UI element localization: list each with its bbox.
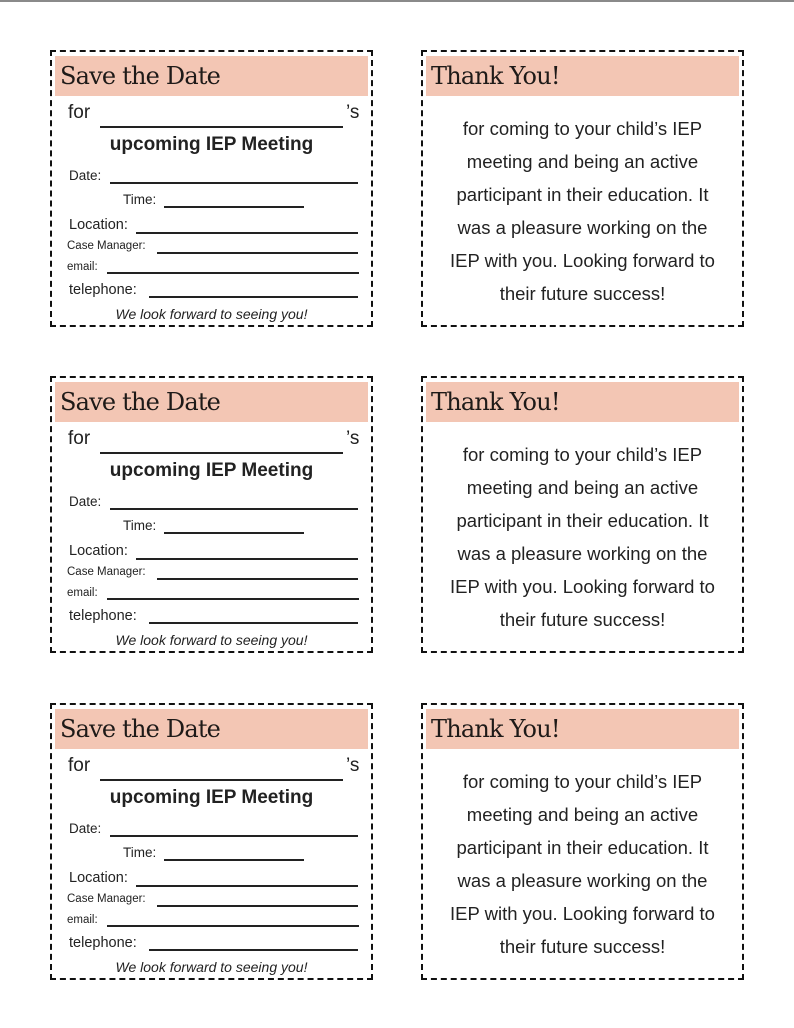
email-label: email: [67,261,98,273]
email-blank [107,598,359,600]
telephone-blank [149,296,358,298]
date-label: Date: [69,494,102,509]
thank-you-line: for coming to your child’s IEP [462,771,703,792]
case-manager-label: Case Manager: [67,566,146,578]
thank-you-line: for coming to your child’s IEP [462,118,703,139]
thank-you-line: was a pleasure working on the [457,217,708,238]
thank-you-line: meeting and being an active [466,477,699,498]
location-label: Location: [69,543,128,559]
possessive-suffix: ’s [346,102,360,123]
closing-message: We look forward to seeing you! [115,959,308,975]
time-label: Time: [123,192,157,207]
possessive-suffix: ’s [346,428,360,449]
location-blank [136,558,358,560]
card-header-band [55,382,368,422]
thank-you-line: meeting and being an active [466,151,699,172]
for-label: for [68,755,91,776]
card-header-band [55,709,368,749]
card-header-band [426,382,739,422]
card-title: Thank You! [431,388,560,416]
card-title: Thank You! [431,715,560,743]
page-top-border [0,0,794,2]
meeting-heading: upcoming IEP Meeting [109,787,314,808]
meeting-heading: upcoming IEP Meeting [109,134,314,155]
for-label: for [68,102,91,123]
date-label: Date: [69,168,102,183]
card-header-band [426,709,739,749]
telephone-label: telephone: [69,608,137,624]
thank-you-card [421,703,744,980]
thank-you-line: IEP with you. Looking forward to [450,250,715,271]
case-manager-blank [157,905,358,907]
thank-you-line: their future success! [499,283,666,304]
email-blank [107,272,359,274]
card-header-band [426,56,739,96]
date-blank [110,835,358,837]
date-blank [110,182,358,184]
for-label: for [68,428,91,449]
thank-you-line: meeting and being an active [466,804,699,825]
email-label: email: [67,587,98,599]
time-blank [164,532,304,534]
student-name-blank [100,126,343,128]
case-manager-label: Case Manager: [67,240,146,252]
thank-you-line: IEP with you. Looking forward to [450,903,715,924]
telephone-label: telephone: [69,935,137,951]
date-blank [110,508,358,510]
thank-you-line: IEP with you. Looking forward to [450,576,715,597]
save-the-date-card [50,703,373,980]
location-blank [136,232,358,234]
closing-message: We look forward to seeing you! [115,306,308,322]
location-label: Location: [69,217,128,233]
case-manager-blank [157,578,358,580]
location-label: Location: [69,870,128,886]
card-title: Thank You! [431,62,560,90]
student-name-blank [100,779,343,781]
thank-you-line: their future success! [499,609,666,630]
thank-you-card [421,50,744,327]
date-label: Date: [69,821,102,836]
thank-you-card [421,376,744,653]
closing-message: We look forward to seeing you! [115,632,308,648]
time-blank [164,859,304,861]
time-blank [164,206,304,208]
card-title: Save the Date [60,62,221,90]
time-label: Time: [123,845,157,860]
thank-you-line: was a pleasure working on the [457,870,708,891]
case-manager-label: Case Manager: [67,893,146,905]
telephone-blank [149,622,358,624]
thank-you-line: participant in their education. It [456,184,709,205]
case-manager-blank [157,252,358,254]
time-label: Time: [123,518,157,533]
thank-you-line: was a pleasure working on the [457,543,708,564]
telephone-label: telephone: [69,282,137,298]
email-label: email: [67,914,98,926]
thank-you-line: participant in their education. It [456,510,709,531]
meeting-heading: upcoming IEP Meeting [109,460,314,481]
card-title: Save the Date [60,388,221,416]
card-header-band [55,56,368,96]
possessive-suffix: ’s [346,755,360,776]
thank-you-line: for coming to your child’s IEP [462,444,703,465]
student-name-blank [100,452,343,454]
thank-you-line: their future success! [499,936,666,957]
email-blank [107,925,359,927]
thank-you-line: participant in their education. It [456,837,709,858]
save-the-date-card [50,376,373,653]
card-title: Save the Date [60,715,221,743]
save-the-date-card [50,50,373,327]
telephone-blank [149,949,358,951]
location-blank [136,885,358,887]
